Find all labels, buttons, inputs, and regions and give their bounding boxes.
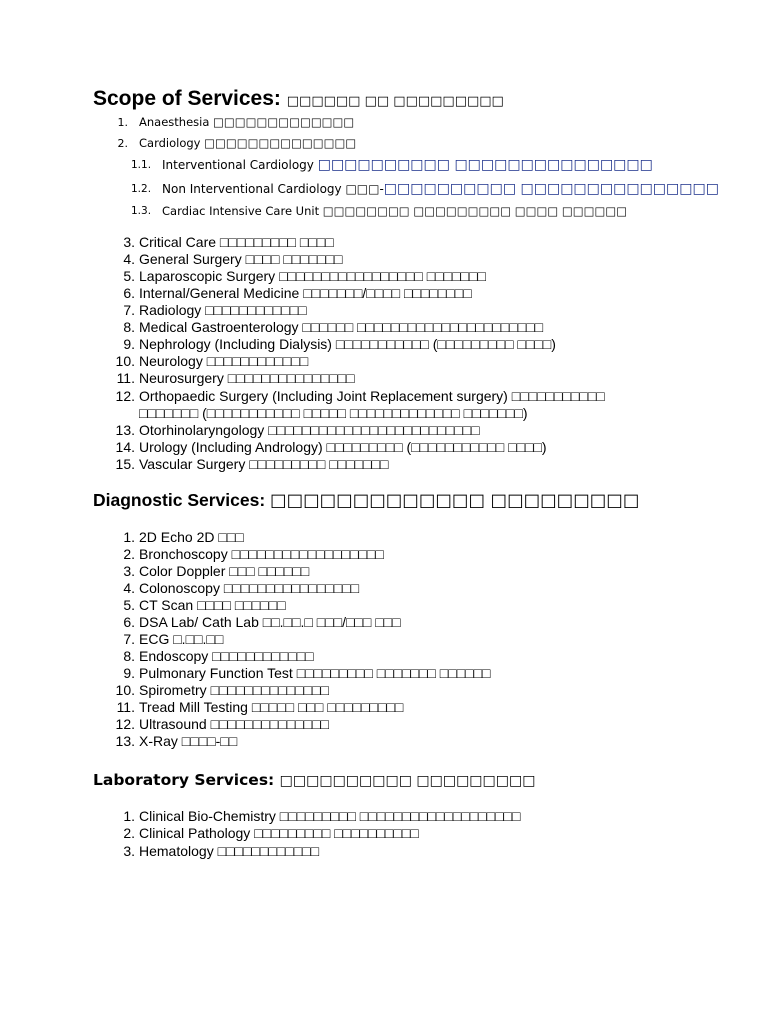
item-text: Radiology □□□□□□□□□□□□ — [139, 302, 307, 318]
item-text: Bronchoscopy □□□□□□□□□□□□□□□□□□ — [139, 546, 384, 562]
list-item — [0, 114, 768, 131]
item-number: 9. — [123, 336, 135, 352]
item-text: Vascular Surgery □□□□□□□□□ □□□□□□□ — [139, 456, 389, 472]
item-number: 12. — [115, 388, 135, 404]
item-text: Laparoscopic Surgery □□□□□□□□□□□□□□□□□ □□□□□□□ — [139, 268, 486, 284]
item-text: Medical Gastroenterology □□□□□□ □□□□□□□□□□□□□□□□□□□□□□ — [139, 319, 544, 335]
item-number: 10. — [115, 353, 135, 369]
list-item — [0, 665, 768, 682]
item-number: 3. — [123, 234, 135, 250]
item-number: 2. — [117, 137, 128, 150]
item-text: Clinical Pathology □□□□□□□□□ □□□□□□□□□□ — [139, 825, 419, 841]
item-text-hi: □□□□□□□□□□ □□□□□□□□□□□□□□□ — [383, 181, 719, 197]
item-text: Critical Care □□□□□□□□□ □□□□ — [139, 234, 334, 250]
list-item — [0, 563, 768, 580]
item-text: Colonoscopy □□□□□□□□□□□□□□□□ — [139, 580, 360, 596]
list-item — [0, 843, 768, 860]
heading-en: Scope of Services: — [93, 87, 281, 110]
item-text: Neurosurgery □□□□□□□□□□□□□□□ — [139, 370, 355, 386]
item-text: DSA Lab/ Cath Lab □□.□□.□ □□□/□□□ □□□ — [139, 614, 401, 630]
heading-hi: □□□□□□ □□ □□□□□□□□□ — [286, 94, 504, 109]
list-item — [0, 439, 768, 456]
item-number: 8. — [123, 648, 135, 664]
item-text: 2D Echo 2D □□□ — [139, 529, 244, 545]
list-item — [0, 234, 768, 251]
list-item — [0, 302, 768, 319]
item-text-en: Interventional Cardiology — [162, 158, 314, 172]
sub-list-item — [0, 157, 768, 174]
item-number: 2. — [123, 546, 135, 562]
list-item — [0, 580, 768, 597]
item-text — [162, 157, 653, 174]
item-number: 13. — [115, 422, 135, 438]
list-item — [0, 529, 768, 546]
list-item — [0, 285, 768, 302]
item-number: 5. — [123, 268, 135, 284]
item-text: ECG □.□□.□□ — [139, 631, 224, 647]
heading-hi: □□□□□□□□□□□□□ □□□□□□□□□ — [270, 491, 640, 511]
item-number: 8. — [123, 319, 135, 335]
item-text: CT Scan □□□□ □□□□□□ — [139, 597, 286, 613]
item-number: 2. — [123, 825, 135, 841]
item-number: 5. — [123, 597, 135, 613]
item-text: Endoscopy □□□□□□□□□□□□ — [139, 648, 314, 664]
list-item — [0, 353, 768, 370]
item-text: X-Ray □□□□-□□ — [139, 733, 238, 749]
item-number: 3. — [123, 843, 135, 859]
list-item — [0, 251, 768, 268]
item-number: 3. — [123, 563, 135, 579]
item-number: 1. — [117, 116, 128, 129]
item-number: 1. — [123, 808, 135, 824]
list-item — [0, 388, 768, 422]
list-item — [0, 733, 768, 750]
item-text: Orthopaedic Surgery (Including Joint Replacement surgery) □□□□□□□□□□□ — [139, 388, 605, 404]
list-item — [0, 370, 768, 387]
list-item — [0, 336, 768, 353]
heading-en: Diagnostic Services: — [93, 490, 266, 510]
item-text: Otorhinolaryngology □□□□□□□□□□□□□□□□□□□□□□□□□ — [139, 422, 480, 438]
item-text: Anaesthesia □□□□□□□□□□□□□ — [139, 115, 355, 129]
item-text — [162, 181, 719, 198]
item-number: 7. — [123, 302, 135, 318]
item-text: Cardiac Intensive Care Unit □□□□□□□□ □□□□□□□□□ □□□□ □□□□□□ — [162, 204, 628, 218]
diagnostic-services-heading — [93, 490, 639, 511]
item-number: 1.3. — [131, 205, 152, 217]
list-item — [0, 648, 768, 665]
item-text: Nephrology (Including Dialysis) □□□□□□□□□□□ (□□□□□□□□□ □□□□) — [139, 336, 556, 352]
list-item — [0, 614, 768, 631]
item-number: 4. — [123, 251, 135, 267]
list-item — [0, 699, 768, 716]
item-number: 14. — [115, 439, 135, 455]
item-number: 6. — [123, 614, 135, 630]
heading-hi: □□□□□□□□□□ □□□□□□□□□ — [279, 773, 536, 789]
item-text-hi: □□□□□□□□□□ □□□□□□□□□□□□□□□ — [317, 157, 653, 173]
list-item — [0, 319, 768, 336]
item-text: Pulmonary Function Test □□□□□□□□□ □□□□□□□ □□□□□□ — [139, 665, 491, 681]
item-number: 1. — [123, 529, 135, 545]
item-text: Hematology □□□□□□□□□□□□ — [139, 843, 320, 859]
item-number: 4. — [123, 580, 135, 596]
list-item — [0, 808, 768, 825]
list-item — [0, 631, 768, 648]
item-text: Cardiology □□□□□□□□□□□□□□ — [139, 136, 357, 150]
list-item — [0, 268, 768, 285]
list-item — [0, 456, 768, 473]
item-text: Color Doppler □□□ □□□□□□ — [139, 563, 310, 579]
sub-list-item — [0, 203, 768, 220]
list-item — [0, 825, 768, 842]
item-text-en: Non Interventional Cardiology □□□- — [162, 182, 384, 196]
item-number: 1.1. — [131, 159, 152, 171]
item-number: 11. — [116, 699, 135, 715]
item-text: Neurology □□□□□□□□□□□□ — [139, 353, 309, 369]
list-item — [0, 682, 768, 699]
item-text: Clinical Bio-Chemistry □□□□□□□□□ □□□□□□□□□□□□□□□□□□□ — [139, 808, 521, 824]
list-item — [0, 716, 768, 733]
item-text: Tread Mill Testing □□□□□ □□□ □□□□□□□□□ — [139, 699, 404, 715]
item-text-continued: □□□□□□□ (□□□□□□□□□□□ □□□□□ □□□□□□□□□□□□□ □□□□□□□) — [139, 405, 528, 421]
item-number: 10. — [115, 682, 135, 698]
item-text: Internal/General Medicine □□□□□□□/□□□□ □□□□□□□□ — [139, 285, 472, 301]
item-text: General Surgery □□□□ □□□□□□□ — [139, 251, 343, 267]
item-number: 7. — [123, 631, 135, 647]
item-number: 12. — [115, 716, 135, 732]
item-text: Urology (Including Andrology) □□□□□□□□□ (□□□□□□□□□□□ □□□□) — [139, 439, 547, 455]
item-number: 15. — [115, 456, 135, 472]
sub-list-item — [0, 181, 768, 198]
item-number: 1.2. — [131, 183, 152, 195]
item-number: 11. — [116, 370, 135, 386]
laboratory-services-heading — [93, 771, 535, 789]
list-item — [0, 422, 768, 439]
scope-of-services-heading — [93, 87, 504, 111]
item-text: Ultrasound □□□□□□□□□□□□□□ — [139, 716, 329, 732]
list-item — [0, 546, 768, 563]
list-item — [0, 135, 768, 152]
item-number: 6. — [123, 285, 135, 301]
list-item — [0, 597, 768, 614]
item-text: Spirometry □□□□□□□□□□□□□□ — [139, 682, 329, 698]
heading-en: Laboratory Services: — [93, 771, 275, 789]
item-number: 9. — [123, 665, 135, 681]
item-number: 13. — [115, 733, 135, 749]
